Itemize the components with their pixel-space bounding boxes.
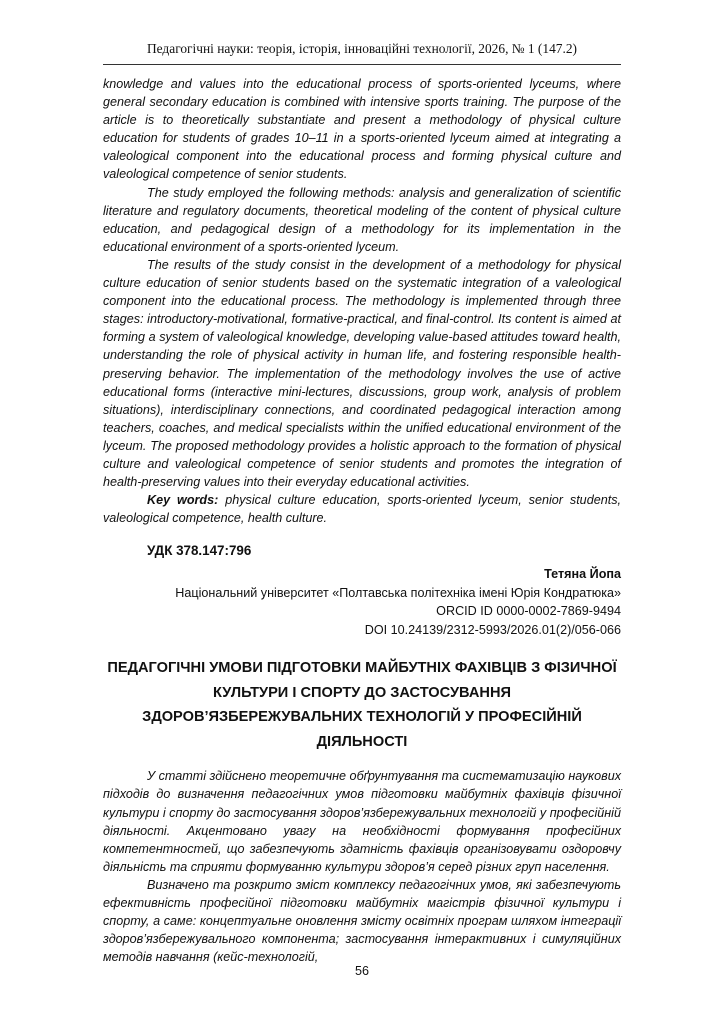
- udk-code: УДК 378.147:796: [147, 543, 252, 559]
- article-title: ПЕДАГОГІЧНІ УМОВИ ПІДГОТОВКИ МАЙБУТНІХ ФАХІВЦІВ З ФІЗИЧНОЇ КУЛЬТУРИ І СПОРТУ ДО ЗАСТОСУВАННЯ ЗДОРОВ’ЯЗБЕРЕЖУВАЛЬНИХ ТЕХНОЛОГІЙ У ПРОФЕСІЙНІЙ ДІЯЛЬНОСТІ: [107, 660, 617, 750]
- header-divider: [103, 64, 621, 65]
- orcid-id: ORCID ID 0000-0002-7869-9494: [436, 604, 621, 619]
- author-block: [103, 565, 621, 639]
- abstract-paragraph: У статті здійснено теоретичне обґрунтування та систематизацію наукових підходів до визначення педагогічних умов підготовки майбутніх фахівців фізичної культури і спорту до застосування здоров’язбережувальних технологій у професійній діяльності. Акцентовано увагу на необхідності формування професійних компетентностей, що забезпечують здатність фахівців організовувати оздоровчу діяльність та сприяти формуванню культури здоров’я серед різних груп населення.: [103, 769, 621, 874]
- doi: DOI 10.24139/2312-5993/2026.01(2)/056-066: [364, 622, 621, 637]
- english-abstract-paragraph: The study employed the following methods: analysis and generalization of scientific literature and regulatory documents, theoretical modeling of the content of physical culture education, and pedagogical design of a methodology for its implementation in the educational environment of a sports-oriented lyceum.: [103, 185, 621, 254]
- author-affiliation: Національний університет «Полтавська політехніка імені Юрія Кондратюка»: [175, 585, 621, 600]
- keywords-paragraph: [103, 491, 621, 527]
- author-name: Тетяна Йопа: [544, 567, 621, 582]
- abstract-paragraph: Визначено та розкрито зміст комплексу педагогічних умов, які забезпечують ефективність професійної підготовки майбутніх магістрів фізичної культури і спорту, а саме: концептуальне оновлення змісту освітніх програм шляхом інтеграції здоров’язбережувального компонента; застосування інтерактивних і симуляційних методів навчання (кейс-технологій,: [103, 877, 621, 965]
- keywords-text: physical culture education, sports-oriented lyceum, senior students, valeological competence, health culture.: [103, 493, 621, 526]
- keywords-label: Key words:: [147, 493, 219, 508]
- english-abstract-paragraph: knowledge and values into the educational process of sports-oriented lyceums, where general secondary education is combined with intensive sports training. The purpose of the article is to theoretically substantiate and present a methodology of physical culture education for students of grades 10–11 in a sports-oriented lyceum aimed at integrating a valeological component into the educational process and forming physical culture and valeological competence of senior students.: [103, 77, 621, 182]
- page-number: 56: [354, 964, 369, 978]
- running-header: Педагогічні науки: теорія, історія, інноваційні технології, 2026, № 1 (147.2): [147, 41, 577, 56]
- ukrainian-abstract: [103, 767, 621, 966]
- english-abstract-paragraph: The results of the study consist in the development of a methodology for physical culture education of senior students based on the systematic integration of a valeological component into the educational process. The methodology is implemented through three stages: introductory-motivational, formative-practical, and final-control. Its content is aimed at forming a system of valeological knowledge, developing value-based attitudes toward health, understanding the role of physical activity in human life, and fostering responsible health-preserving behavior. The implementation of the methodology involves the use of active educational forms (interactive mini-lectures, discussions, group work, analysis of problem situations), interdisciplinary connections, and coordinated pedagogical interaction among teachers, coaches, and medical specialists within the unified educational environment of the lyceum. The proposed methodology provides a holistic approach to the formation of physical culture and valeological competence of senior students and promotes the integration of health-preserving values into their everyday educational activities.: [103, 257, 621, 490]
- page-body: [103, 75, 621, 966]
